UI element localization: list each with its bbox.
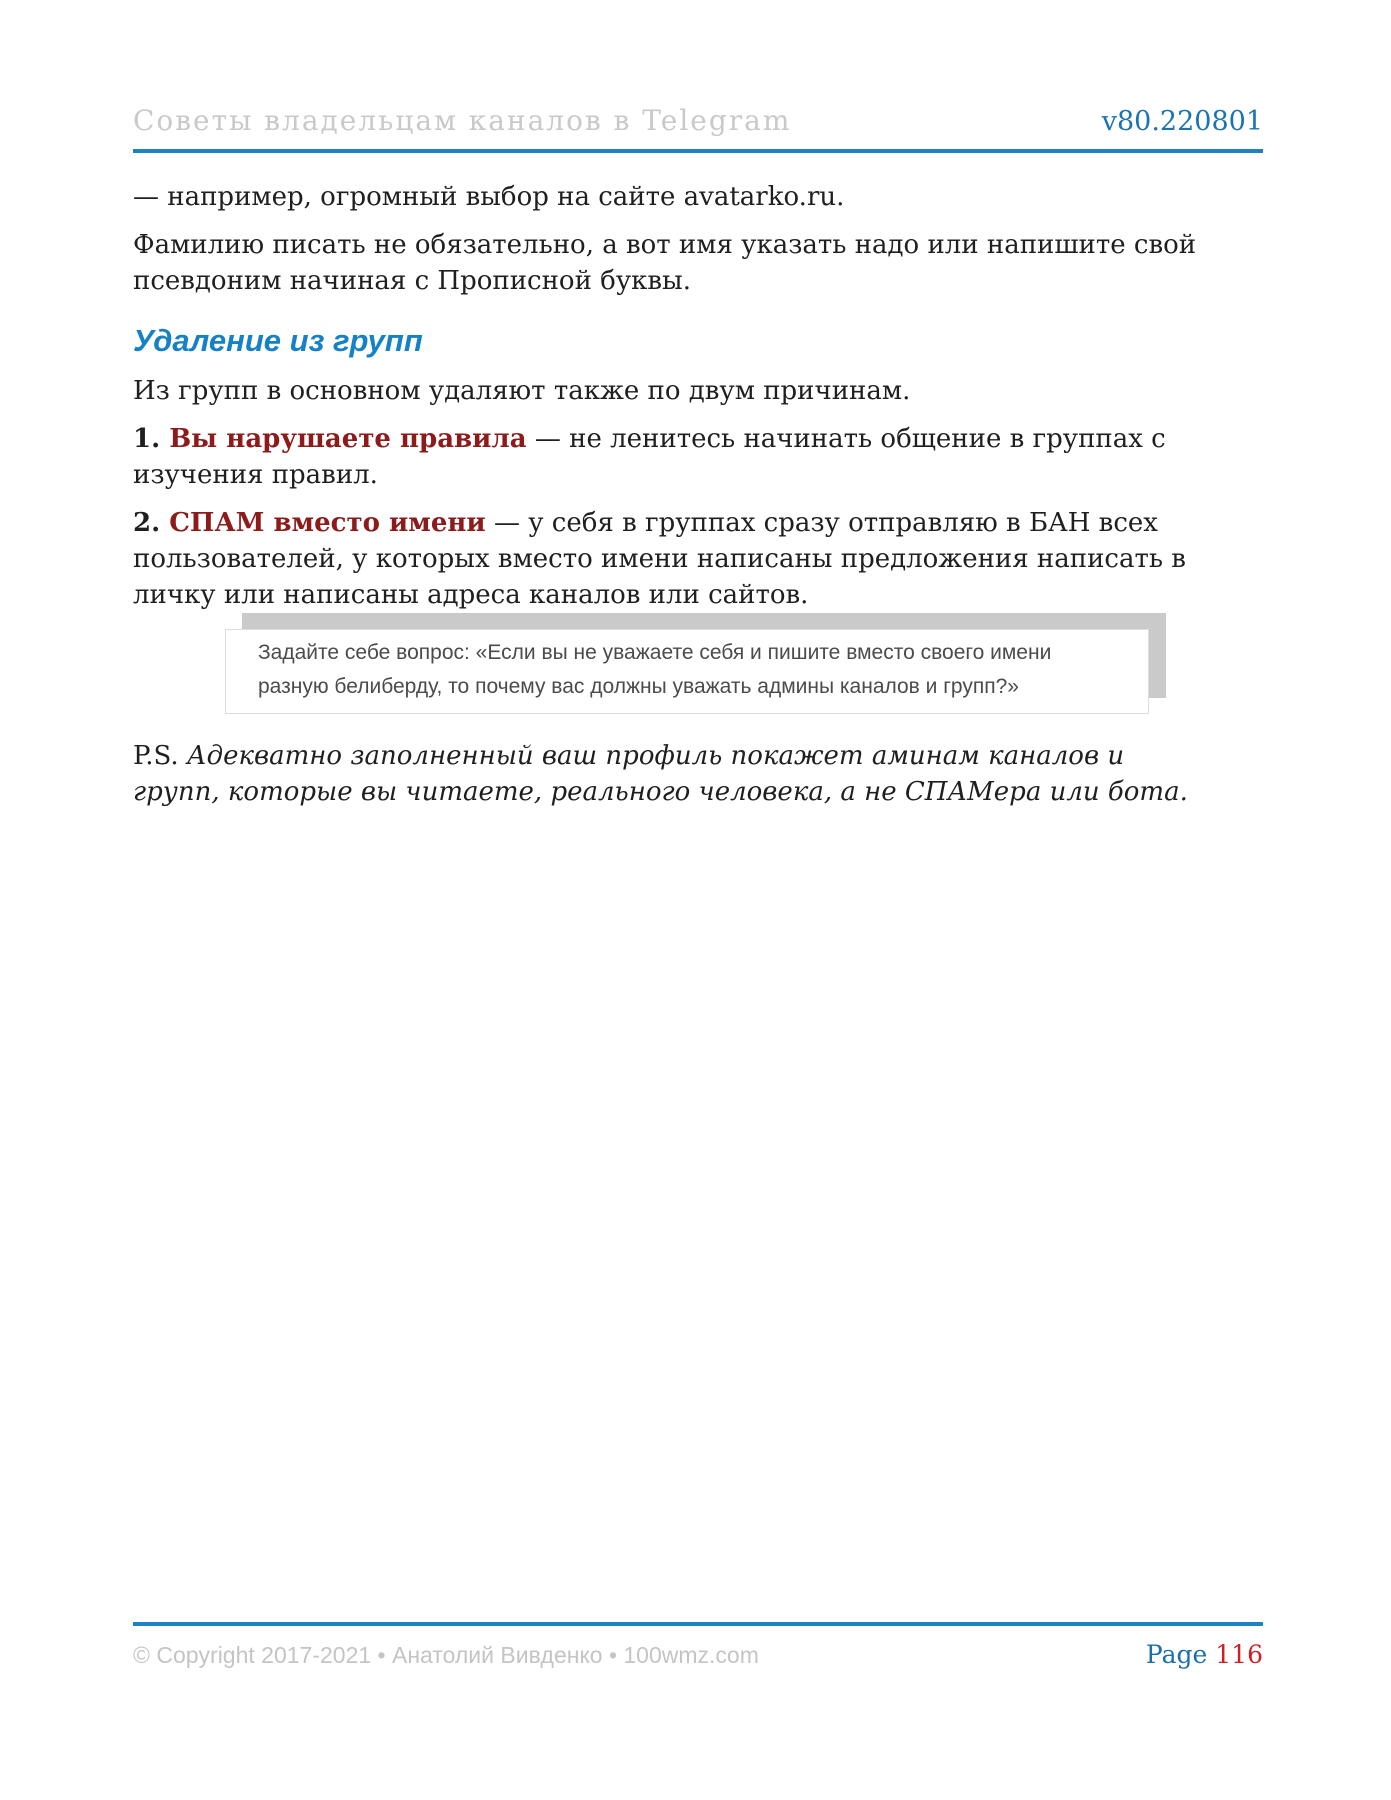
ps-text: Адекватно заполненный ваш профиль покажет аминам каналов и групп, которые вы читаете, реального человека, а не СПАМера или бота. [133, 741, 1188, 807]
page-footer [133, 1622, 1263, 1669]
paragraph-name-advice: Фамилию писать не обязательно, а вот имя указать надо или напишите свой псевдоним начиная с Прописной буквы. [133, 230, 1197, 296]
page-content [133, 0, 1263, 822]
page-indicator [1146, 1640, 1263, 1669]
ps-paragraph [133, 738, 1193, 810]
body-text [133, 179, 1263, 810]
page-label: Page [1145, 1640, 1208, 1669]
quote-box [225, 629, 1149, 714]
list-item-rule-violation [133, 421, 1263, 493]
page-title: Советы владельцам каналов в Telegram [133, 104, 792, 137]
section-heading-removal-from-groups: Удаление из групп [133, 323, 423, 358]
copyright-text: © Copyright 2017-2021 • Анатолий Вивденко • 100wmz.com [133, 1642, 759, 1668]
page-number: 116 [1215, 1640, 1263, 1669]
item-number: 2. [133, 508, 170, 538]
item-text: — у себя в группах сразу отправляю в БАН всех пользователей, у которых вместо имени написаны предложения написать в личку или написаны адреса каналов или сайтов. [133, 508, 1186, 610]
version-label: v80.220801 [1101, 106, 1263, 137]
item-number: 1. [133, 424, 170, 454]
item-text: — не ленитесь начинать общение в группах с изучения правил. [133, 424, 1166, 490]
list-item-spam-name [133, 505, 1263, 613]
ps-label: P.S. [133, 741, 179, 771]
item-highlight: СПАМ вместо имени [169, 508, 486, 538]
item-highlight: Вы нарушаете правила [169, 424, 527, 454]
page-header [133, 0, 1263, 153]
quote-text: Задайте себе вопрос: «Если вы не уважаете себя и пишите вместо своего имени разную белиберду, то почему вас должны уважать админы каналов и групп?» [258, 641, 1052, 698]
paragraph-avatar-site: — например, огромный выбор на сайте avatarko.ru. [133, 182, 845, 212]
paragraph-two-reasons: Из групп в основном удаляют также по двум причинам. [133, 376, 911, 406]
